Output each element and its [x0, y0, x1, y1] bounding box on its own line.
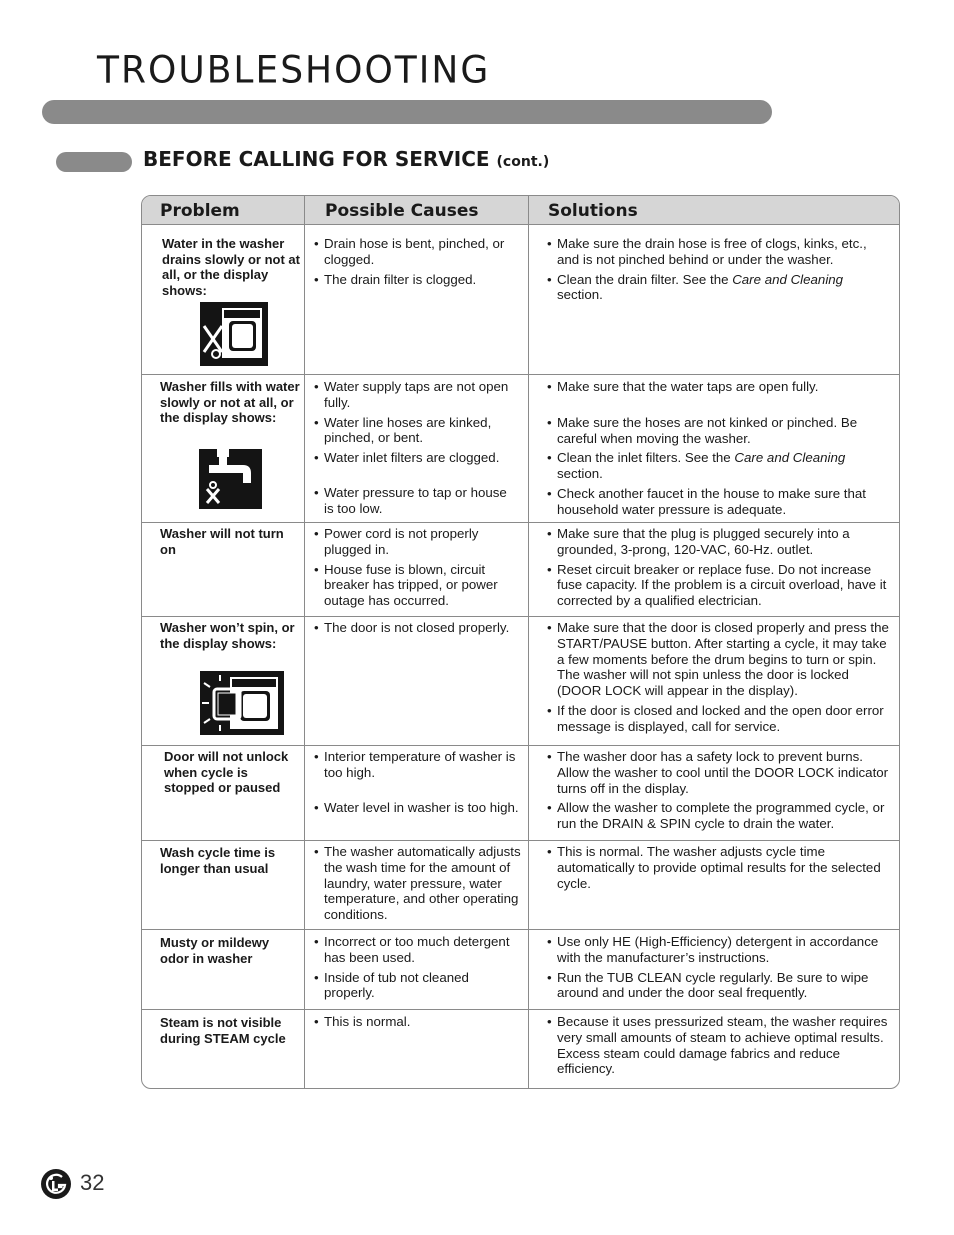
- cause-item: • Interior temperature of washer is too high.: [314, 749, 519, 781]
- solution-item: • Make sure the hoses are not kinked or pinched. Be careful when moving the washer.: [547, 415, 892, 447]
- solution-item: • If the door is closed and locked and the open door error message is displayed, call for service.: [547, 703, 892, 735]
- causes-cell: [314, 236, 519, 291]
- solution-item: • Reset circuit breaker or replace fuse. Do not increase fuse capacity. If the problem is a circuit overload, have it corrected by a qualified electrician.: [547, 562, 892, 609]
- cause-item: • Incorrect or too much detergent has been used.: [314, 934, 519, 966]
- row-divider: [142, 522, 899, 523]
- title-bar: [42, 100, 772, 124]
- cause-item: • Water pressure to tap or house is too low.: [314, 485, 519, 517]
- causes-cell: [314, 844, 524, 927]
- solution-item: [547, 272, 892, 304]
- drain-error-display-icon: [200, 302, 268, 366]
- causes-cell: [314, 1014, 519, 1034]
- header-solutions: Solutions: [548, 201, 638, 221]
- solutions-cell: [547, 620, 892, 739]
- cause-item: • The drain filter is clogged.: [314, 272, 519, 288]
- cause-item: • Water inlet filters are clogged.: [314, 450, 519, 466]
- solution-text: section.: [557, 287, 603, 303]
- solution-item: • Use only HE (High-Efficiency) detergent in accordance with the manufacturer’s instructions.: [547, 934, 892, 966]
- solution-item: • Make sure the drain hose is free of clogs, kinks, etc., and is not pinched behind or under the washer.: [547, 236, 892, 268]
- solutions-cell: [547, 1014, 892, 1081]
- causes-cell: [314, 379, 519, 521]
- solutions-cell: [547, 379, 892, 522]
- header-problem: Problem: [160, 201, 240, 221]
- cause-item: • Power cord is not properly plugged in.: [314, 526, 519, 558]
- solution-item: • Allow the washer to complete the programmed cycle, or run the DRAIN & SPIN cycle to drain the water.: [547, 800, 892, 832]
- problem-text: Washer fills with water slowly or not at all, or the display shows:: [160, 379, 300, 426]
- cause-item: • Water level in washer is too high.: [314, 800, 519, 816]
- problem-text: Washer will not turn on: [160, 526, 284, 557]
- cause-item: • Drain hose is bent, pinched, or clogged.: [314, 236, 519, 268]
- column-divider: [304, 196, 305, 1088]
- problem-text: Steam is not visible during STEAM cycle: [160, 1015, 286, 1046]
- door-open-error-display-icon: [200, 671, 284, 735]
- solution-text: section.: [557, 466, 603, 482]
- section-heading-text: BEFORE CALLING FOR SERVICE: [143, 147, 490, 171]
- section-heading-cont: (cont.): [496, 154, 550, 170]
- solutions-cell: [547, 236, 892, 307]
- causes-cell: [314, 749, 519, 819]
- solutions-cell: [547, 844, 892, 895]
- problem-text: Washer won’t spin, or the display shows:: [160, 620, 295, 651]
- page-title: TROUBLESHOOTING: [97, 48, 491, 93]
- cause-item: • The door is not closed properly.: [314, 620, 519, 636]
- causes-cell: [314, 934, 519, 1005]
- solution-reference: Care and Cleaning: [732, 271, 844, 287]
- solution-item: • Make sure that the water taps are open fully.: [547, 379, 892, 395]
- row-divider: [142, 616, 899, 617]
- solutions-cell: [547, 749, 892, 836]
- solution-reference: Care and Cleaning: [734, 450, 846, 466]
- table-header: [142, 196, 899, 225]
- lg-logo-icon: [40, 1168, 72, 1200]
- cause-item: • Water supply taps are not open fully.: [314, 379, 519, 411]
- header-causes: Possible Causes: [325, 201, 479, 221]
- solutions-cell: [547, 526, 892, 613]
- cause-item: • House fuse is blown, circuit breaker has tripped, or power outage has occurred.: [314, 562, 519, 609]
- solution-item: • The washer door has a safety lock to prevent burns. Allow the washer to cool until the DOOR LOCK indicator turns off in the display.: [547, 749, 892, 796]
- row-divider: [142, 1009, 899, 1010]
- solution-item: [547, 450, 892, 482]
- column-divider: [528, 196, 529, 1088]
- problem-text: Water in the washer drains slowly or not at all, or the display shows:: [162, 236, 300, 298]
- cause-item: • Inside of tub not cleaned properly.: [314, 970, 519, 1002]
- row-divider: [142, 929, 899, 930]
- causes-cell: [314, 620, 519, 640]
- cause-item: • The washer automatically adjusts the wash time for the amount of laundry, water pressure, water temperature, and other operating conditions.: [314, 844, 524, 923]
- solution-item: • Check another faucet in the house to make sure that household water pressure is adequate.: [547, 486, 892, 518]
- problem-text: Door will not unlock when cycle is stopped or paused: [164, 749, 289, 796]
- troubleshooting-table: [141, 195, 900, 1089]
- solution-item: • This is normal. The washer adjusts cycle time automatically to provide optimal results for the selected cycle.: [547, 844, 892, 891]
- row-divider: [142, 840, 899, 841]
- section-heading: [143, 147, 549, 171]
- water-inlet-error-display-icon: [199, 449, 262, 509]
- solutions-cell: [547, 934, 892, 1005]
- cause-item: • Water line hoses are kinked, pinched, or bent.: [314, 415, 519, 447]
- solution-text: Clean the drain filter. See the: [557, 271, 733, 287]
- solution-item: • Make sure that the plug is plugged securely into a grounded, 3-prong, 120-VAC, 60-Hz. outlet.: [547, 526, 892, 558]
- solution-text: Clean the inlet filters. See the: [557, 450, 735, 466]
- page-number: 32: [80, 1170, 105, 1195]
- causes-cell: [314, 526, 519, 613]
- row-divider: [142, 745, 899, 746]
- row-divider: [142, 374, 899, 375]
- problem-text: Musty or mildewy odor in washer: [160, 935, 270, 966]
- section-pill: [56, 152, 132, 172]
- problem-text: Wash cycle time is longer than usual: [160, 845, 276, 876]
- solution-item: • Run the TUB CLEAN cycle regularly. Be sure to wipe around and under the door seal frequently.: [547, 970, 892, 1002]
- solution-item: • Because it uses pressurized steam, the washer requires very small amounts of steam to achieve optimal results. Excess steam could damage fabrics and reduce efficiency.: [547, 1014, 892, 1077]
- cause-item: • This is normal.: [314, 1014, 519, 1030]
- solution-item: • Make sure that the door is closed properly and press the START/PAUSE button. After starting a cycle, it may take a few moments before the drum begins to turn or spin. The washer will not spin unless the door is locked (DOOR LOCK will appear in the display).: [547, 620, 892, 699]
